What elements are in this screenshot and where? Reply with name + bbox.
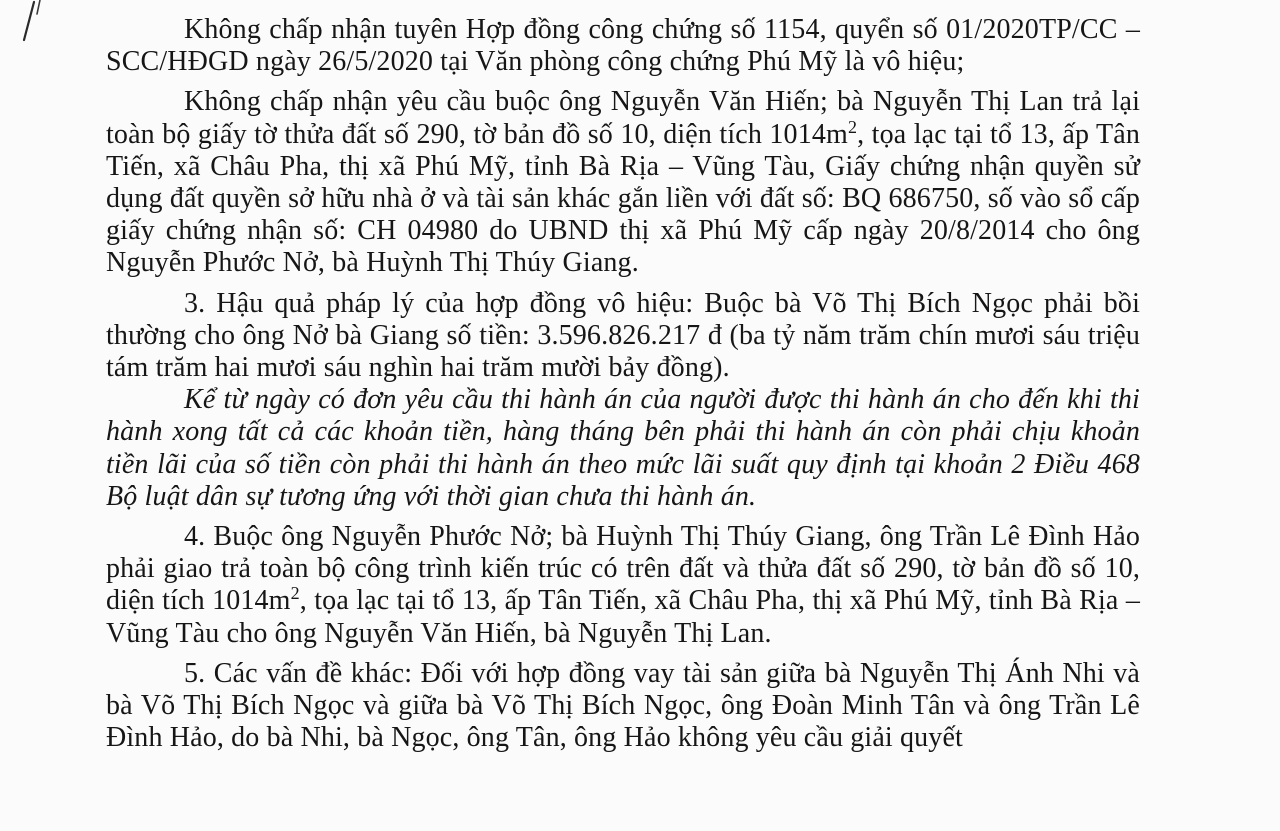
paragraph-text-part: , tọa lạc tại tổ 13, ấp Tân Tiến, xã Châu Pha, thị xã Phú Mỹ, tỉnh Bà Rịa – Vũng Tàu cho ông Nguyễn Văn Hiến, bà Nguyễn Thị Lan. — [106, 585, 1140, 649]
paragraph-property-return — [106, 521, 1140, 650]
document-body — [106, 14, 1140, 754]
pen-mark-scribble — [10, 0, 50, 70]
paragraph-interest-clause: Kể từ ngày có đơn yêu cầu thi hành án của người được thi hành án cho đến khi thi hành xong tất cả các khoản tiền, hàng tháng bên phải thi hành án còn phải chịu khoản tiền lãi của số tiền còn phải thi hành án theo mức lãi suất quy định tại khoản 2 Điều 468 Bộ luật dân sự tương ứng với thời gian chưa thi hành án. — [106, 384, 1140, 512]
paragraph-text-part: , tọa lạc tại tổ 13, ấp Tân Tiến, xã Châu Pha, thị xã Phú Mỹ, tỉnh Bà Rịa – Vũng Tàu, Giấy chứng nhận quyền sử dụng đất quyền sở hữu nhà ở và tài sản khác gắn liền với đất số: BQ 686750, số vào sổ cấp giấy chứng nhận số: CH 04980 do UBND thị xã Phú Mỹ cấp ngày 20/8/2014 cho ông Nguyễn Phước Nở, bà Huỳnh Thị Thúy Giang. — [106, 118, 1140, 279]
superscript: 2 — [847, 116, 858, 137]
paragraph-text-part: 4. Buộc ông Nguyễn Phước Nở; bà Huỳnh Thị Thúy Giang, ông Trần Lê Đình Hảo phải giao trả toàn bộ công trình kiến trúc có trên đất và thửa đất số 290, tờ bản đồ số 10, diện tích 1014m — [106, 521, 1140, 617]
paragraph-legal-consequence: 3. Hậu quả pháp lý của hợp đồng vô hiệu: Buộc bà Võ Thị Bích Ngọc phải bồi thường cho ông Nở bà Giang số tiền: 3.596.826.217 đ (ba tỷ năm trăm chín mươi sáu triệu tám trăm hai mươi sáu nghìn hai trăm mười bảy đồng). — [106, 287, 1140, 384]
paragraph-invalid-contract-rejection: Không chấp nhận tuyên Hợp đồng công chứng số 1154, quyển số 01/2020TP/CC – SCC/HĐGD ngày 26/5/2020 tại Văn phòng công chứng Phú Mỹ là vô hiệu; — [106, 14, 1140, 78]
superscript: 2 — [290, 583, 300, 604]
paragraph-other-matters: 5. Các vấn đề khác: Đối với hợp đồng vay tài sản giữa bà Nguyễn Thị Ánh Nhi và bà Võ Thị Bích Ngọc và giữa bà Võ Thị Bích Ngọc, ông Đoàn Minh Tân và ông Trần Lê Đình Hảo, do bà Nhi, bà Ngọc, ông Tân, ông Hảo không yêu cầu giải quyết — [106, 657, 1140, 754]
paragraph-land-documents-rejection — [106, 86, 1140, 279]
paragraph-text-part: Không chấp nhận yêu cầu buộc ông Nguyễn Văn Hiến; bà Nguyễn Thị Lan trả lại toàn bộ giấy tờ thửa đất số 290, tờ bản đồ số 10, diện tích 1014m — [106, 86, 1140, 150]
